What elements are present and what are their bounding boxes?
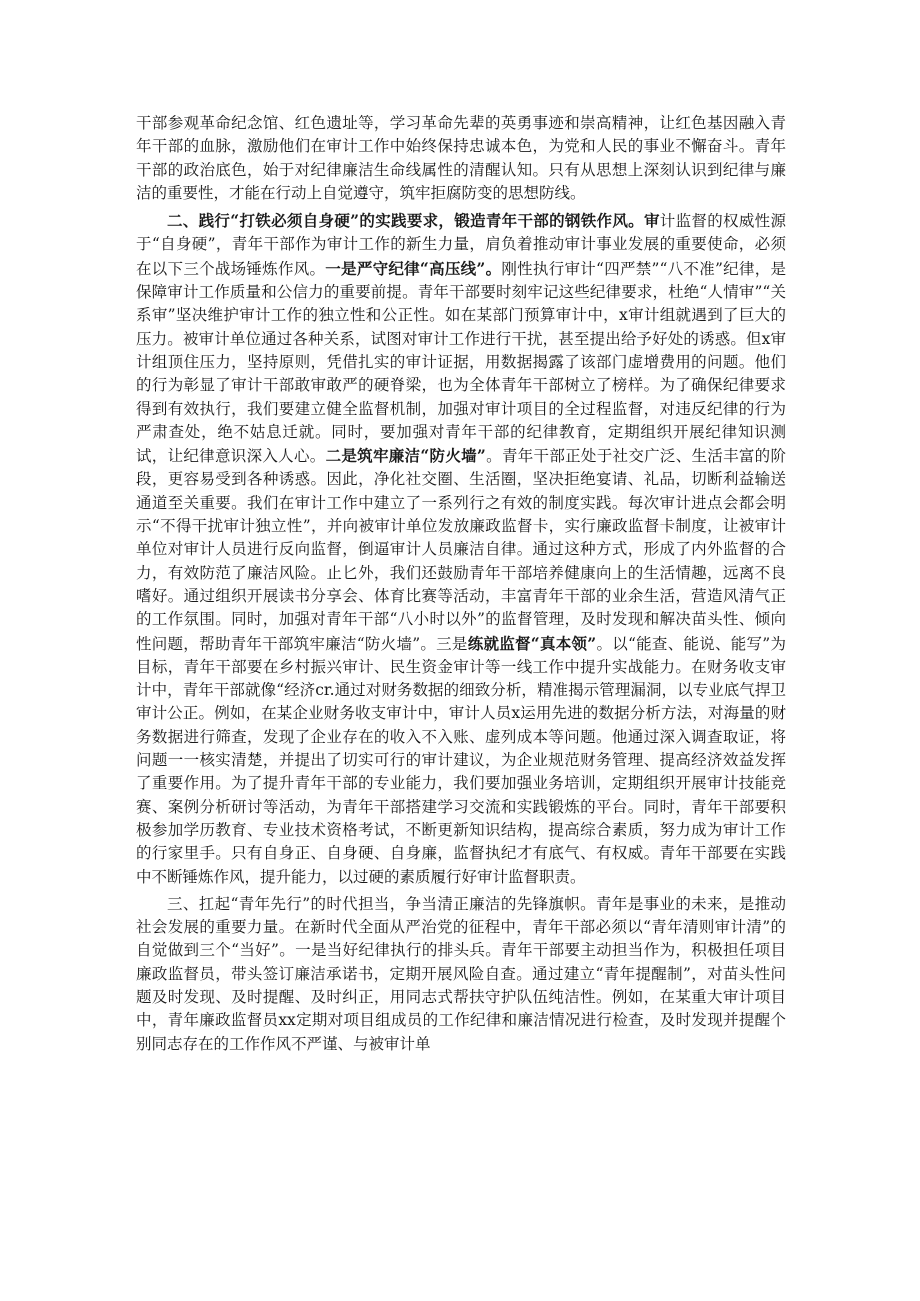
point-two-text: 。青年干部正处于社交广泛、生活丰富的阶段，更容易受到各种诱惑。因此，净化社交圈、生活圈，坚决拒绝宴请、礼品，切断利益输送通道至关重要。我们在审计工作中建立了一系列行之有效的制度实践。每次审计进点会都会明示“不得干扰审计独立性”，并向被审计单位发放廉政监督卡，实行廉政监督卡制度，让被审计单位对审计人员进行反向监督，倒逼审计人员廉洁自律。通过这种方式，形成了内外监督的合力，有效防范了廉洁风险。止匕外，我们还鼓励青年干部培养健康向上的生活情趣，远离不良嗜好。通过组织开展读书分享会、体育比赛等活动，丰富青年干部的业余生活，营造风清气正的工作氛围。同时，加强对青年干部“八小时以外”的监督管理，及时发现和解决苗头性、倾向性问题，帮助青年干部筑牢廉洁“防火墙”。三是 <box>136 447 786 653</box>
document-body <box>136 112 786 1060</box>
point-two-heading: 二是筑牢廉洁“防火墙” <box>325 446 486 466</box>
section-two-heading: 二、践行“打铁必须自身硬”的实践要求，锻造青年干部的钢铁作风。审 <box>167 211 660 231</box>
paragraph-3-text: 三、扛起“青年先行”的时代担当，争当清正廉洁的先锋旗帜。青年是事业的未来，是推动社会发展的重要力量。在新时代全面从严治党的征程中，青年干部必须以“青年清则审计清”的自觉做到三个“当好”。一是当好纪律执行的排头兵。青年干部要主动担当作为，积极担任项目廉政监督员，带头签订廉洁承诺书，定期开展风险自查。通过建立“青年提醒制”，对苗头性问题及时发现、及时提醒、及时纠正，用同志式帮扶守护队伍纯洁性。例如，在某重大审计项目中，青年廉政监督员xx定期对项目组成员的工作纪律和廉洁情况进行检查，及时发现并提醒个别同志存在的工作作风不严谨、与被审计单 <box>136 894 786 1053</box>
paragraph-3 <box>136 893 786 1056</box>
point-one-heading: 一是严守纪律“高压线”。 <box>325 258 502 278</box>
paragraph-2 <box>136 209 786 889</box>
point-three-text: 。以“能查、能说、能写”为目标，青年干部要在乡村振兴审计、民生资金审计等一线工作中提升实战能力。在财务收支审计中，青年干部就像“经济cr.通过对财务数据的细致分析，精准揭示管理漏洞，以专业底气捍卫审计公正。例如，在某企业财务收支审计中，审计人员x运用先进的数据分析方法，对海量的财务数据进行筛查，发现了企业存在的收入不入账、虚列成本等问题。他通过深入调查取证，将问题一一核实清楚，并提出了切实可行的审计建议，为企业规范财务管理、提高经济效益发挥了重要作用。为了提升青年干部的专业能力，我们要加强业务培训，定期组织开展审计技能竞赛、案例分析研讨等活动，为青年干部搭建学习交流和实践锻炼的平台。同时，青年干部要积极参加学历教育、专业技术资格考试，不断更新知识结构，提高综合素质，努力成为审计工作的行家里手。只有自身正、自身硬、自身廉，监督执纪才有底气、有权威。青年干部要在实践中不断锤炼作风，提升能力，以过硬的素质履行好审计监督职责。 <box>136 634 786 886</box>
point-three-heading: 练就监督“真本领” <box>467 633 597 653</box>
paragraph-1-text: 干部参观革命纪念馆、红色遗址等，学习革命先辈的英勇事迹和崇高精神，让红色基因融入青年干部的血脉，激励他们在审计工作中始终保持忠诚本色，为党和人民的事业不懈奋斗。青年干部的政治底色，始于对纪律廉洁生命线属性的清醒认知。只有从思想上深刻认识到纪律与廉洁的重要性，才能在行动上自觉遵守，筑牢拒腐防变的思想防线。 <box>136 114 786 202</box>
point-one-text: 刚性执行审计“四严禁”“八不准”纪律，是保障审计工作质量和公信力的重要前提。青年干部要时刻牢记这些纪律要求，杜绝“人情审”“关系审”坚决维护审计工作的独立性和公正性。如在某部门预算审计中，x审计组就遇到了巨大的压力。被审计单位通过各种关系，试图对审计工作进行干扰，甚至提出给予好处的诱惑。但x审计组顶住压力，坚持原则，凭借扎实的审计证据，用数据揭露了该部门虚增费用的问题。他们的行为彰显了审计干部敢审敢严的硬脊梁，也为全体青年干部树立了榜样。为了确保纪律要求得到有效执行，我们要建立健全监督机制，加强对审计项目的全过程监督，对违反纪律的行为严肃查处，绝不姑息迁就。同时，要加强对青年干部的纪律教育，定期组织开展纪律知识测试，让纪律意识深入人心。 <box>136 259 786 466</box>
paragraph-1 <box>136 112 786 205</box>
paragraph-2-intro: 计监督的权威性源于“自身硬”，青年干部作为审计工作的新生力量，肩负着推动审计事业发展的重要使命，必须在以下三个战场锤炼作风。 <box>136 212 786 278</box>
